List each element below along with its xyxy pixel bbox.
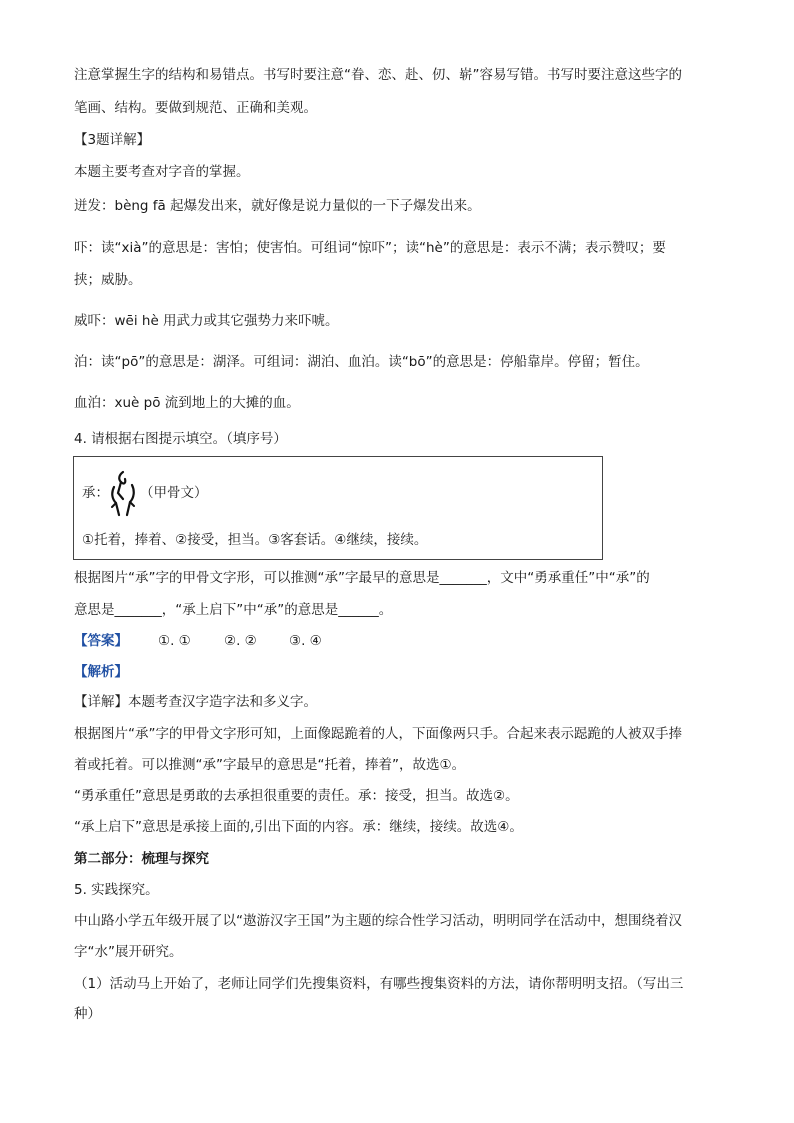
figure-char-label: 承： — [82, 485, 109, 501]
text-line: 中山路小学五年级开展了以“遨游汉字王国”为主题的综合性学习活动，明明同学在活动中，想围绕着汉 — [74, 913, 682, 929]
analysis-tag: 【解析】 — [74, 664, 128, 680]
text-line: 根据图片“承”字的甲骨文字形，可以推测“承”字最早的意思是_______，文中“勇承重任”中“承”的 — [74, 570, 650, 586]
text-line: 本题主要考查对字音的掌握。 — [74, 164, 250, 180]
answer-item-3: ③. ④ — [289, 633, 322, 649]
figure-type-label: （甲骨文） — [140, 485, 208, 501]
text-line: “勇承重任”意思是勇敢的去承担很重要的责任。承：接受，担当。故选②。 — [74, 788, 519, 804]
answer-tag: 【答案】 — [74, 633, 128, 649]
text-line: 吓：读“xià”的意思是：害怕；使害怕。可组词“惊吓”；读“hè”的意思是：表示不满；表示赞叹；要 — [74, 240, 666, 256]
text-line: 字“水”展开研究。 — [74, 944, 183, 960]
text-line: 着或托着。可以推测“承”字最早的意思是“托着，捧着”，故选①。 — [74, 757, 466, 773]
text-line: 迸发：bèng fā 起爆发出来，就好像是说力量似的一下子爆发出来。 — [74, 198, 481, 214]
text-line: 意思是_______，“承上启下”中“承”的意思是______。 — [74, 602, 393, 618]
text-line: 种） — [74, 1006, 101, 1022]
text-line: 根据图片“承”字的甲骨文字形可知，上面像跽跪着的人，下面像两只手。合起来表示跽跪的人被双手捧 — [74, 726, 682, 742]
oracle-bone-cheng-glyph-icon — [108, 469, 138, 519]
text-line: “承上启下”意思是承接上面的,引出下面的内容。承：继续，接续。故选④。 — [74, 819, 523, 835]
text-line: 威吓：wēi hè 用武力或其它强势力来吓唬。 — [74, 313, 339, 329]
text-line: 注意掌握生字的结构和易错点。书写时要注意“眷、恋、赴、仞、崭”容易写错。书写时要注意这些字的 — [74, 67, 682, 83]
figure-options: ①托着，捧着、②接受，担当。③客套话。④继续，接续。 — [82, 532, 428, 548]
text-line: 笔画、结构。要做到规范、正确和美观。 — [74, 100, 317, 116]
text-line: 泊：读“pō”的意思是：湖泽。可组词：湖泊、血泊。读“bō”的意思是：停船靠岸。停留；暂住。 — [74, 354, 649, 370]
text-line: （1）活动马上开始了，老师让同学们先搜集资料，有哪些搜集资料的方法，请你帮明明支招。（写出三 — [74, 976, 684, 992]
answer-item-1: ①. ① — [158, 633, 191, 649]
section-heading: 【3题详解】 — [74, 132, 151, 148]
question-title: 5. 实践探究。 — [74, 882, 159, 898]
question-title: 4. 请根据右图提示填空。（填序号） — [74, 431, 287, 447]
text-line: 血泊：xuè pō 流到地上的大摊的血。 — [74, 395, 300, 411]
text-line: 【详解】本题考查汉字造字法和多义字。 — [74, 694, 317, 710]
answer-item-2: ②. ② — [224, 633, 257, 649]
oracle-bone-figure-box — [73, 456, 603, 560]
section-title: 第二部分：梳理与探究 — [74, 851, 209, 867]
text-line: 挟；威胁。 — [74, 272, 142, 288]
